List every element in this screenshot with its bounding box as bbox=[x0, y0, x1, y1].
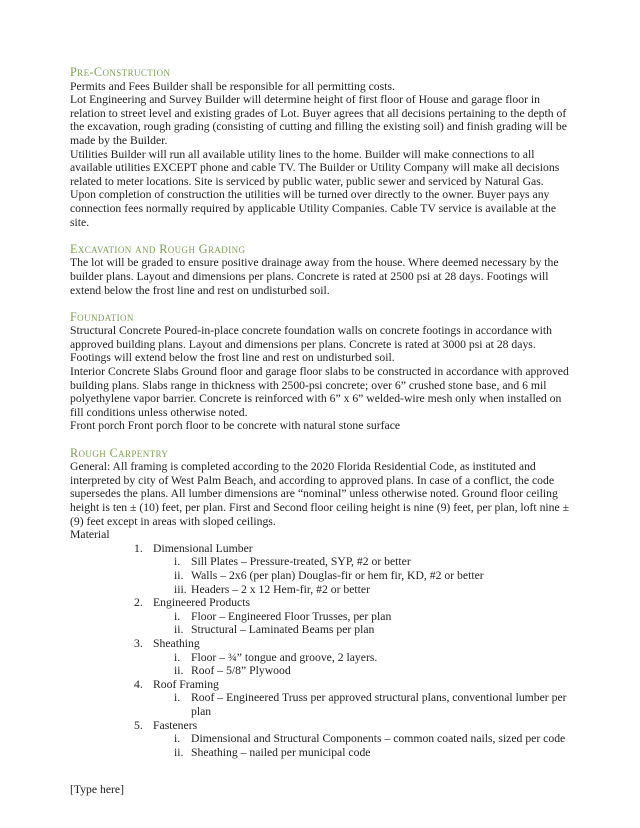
list-subitem bbox=[70, 651, 572, 665]
subitem-text: Headers – 2 x 12 Hem-fir, #2 or better bbox=[191, 582, 371, 596]
section-pre-construction bbox=[70, 66, 572, 229]
subitem-number: ii. bbox=[174, 623, 184, 637]
material-list bbox=[70, 542, 572, 760]
list-item-number: 4. bbox=[134, 677, 143, 691]
list-item-dimensional-lumber bbox=[70, 542, 572, 556]
list-item-label: Engineered Products bbox=[153, 596, 251, 610]
subitem-text: Roof – 5/8” Plywood bbox=[191, 664, 291, 678]
section-heading: Rough Carpentry bbox=[70, 445, 169, 460]
section-excavation-rough-grading bbox=[70, 243, 572, 297]
list-subitem bbox=[70, 732, 572, 746]
paragraph: The lot will be graded to ensure positive drainage away from the house. Where deemed necessary by the builder plans. Layout and dimensions per plans. Concrete is rated at 2500 psi at 28 days. Footings will extend below the frost line and rest on undisturbed soil. bbox=[70, 256, 559, 297]
subitem-number: i. bbox=[174, 555, 181, 569]
material-label: Material bbox=[70, 528, 110, 542]
list-item-roof-framing bbox=[70, 678, 572, 692]
subitem-number: i. bbox=[174, 691, 181, 705]
paragraph: General: All framing is completed according to the 2020 Florida Residential Code, as instituted and interpreted by city of West Palm Beach, and according to approved plans. In case of a conflict, the code supersedes the plans. All lumber dimensions are “nominal” unless otherwise noted. Ground floor ceiling height is ten ± (10) feet, per plan. First and Second floor ceiling height is nine (9) feet, per plan, loft nine ± (9) feet except in areas with sloped ceilings. bbox=[70, 460, 570, 528]
list-item-number: 2. bbox=[134, 596, 143, 610]
subitem-text: Dimensional and Structural Components – common coated nails, sized per code bbox=[191, 732, 566, 746]
subitem-text: Walls – 2x6 (per plan) Douglas-fir or hem fir, KD, #2 or better bbox=[191, 568, 484, 582]
subitem-number: i. bbox=[174, 732, 181, 746]
list-subitem bbox=[70, 746, 572, 760]
list-item-number: 1. bbox=[134, 541, 143, 555]
section-foundation bbox=[70, 311, 572, 433]
list-item-label: Dimensional Lumber bbox=[153, 541, 253, 555]
list-subitem bbox=[70, 555, 572, 569]
subitem-text: Floor – Engineered Floor Trusses, per plan bbox=[191, 609, 392, 623]
list-item-label: Roof Framing bbox=[153, 677, 219, 691]
subitem-number: ii. bbox=[174, 568, 184, 582]
list-subitem bbox=[70, 623, 572, 637]
subitem-text: Structural – Laminated Beams per plan bbox=[191, 623, 375, 637]
paragraph: Front porch Front porch floor to be concrete with natural stone surface bbox=[70, 419, 401, 433]
subitem-text: Floor – ¾” tongue and groove, 2 layers. bbox=[191, 650, 378, 664]
section-heading: Excavation and Rough Grading bbox=[70, 241, 246, 256]
subitem-text: Sheathing – nailed per municipal code bbox=[191, 745, 371, 759]
list-subitem bbox=[70, 664, 572, 678]
section-heading: Foundation bbox=[70, 309, 134, 324]
list-item-engineered-products bbox=[70, 596, 572, 610]
list-item-label: Fasteners bbox=[153, 718, 198, 732]
list-subitem bbox=[70, 691, 572, 718]
list-item-number: 3. bbox=[134, 636, 143, 650]
paragraph: Lot Engineering and Survey Builder will determine height of first floor of House and garage floor in relation to street level and existing grades of Lot. Buyer agrees that all decisions pertaining to the depth of the excavation, rough grading (consisting of cutting and filling the existing soil) and finish grading will be made by the Builder. bbox=[70, 93, 567, 147]
paragraph: Permits and Fees Builder shall be responsible for all permitting costs. bbox=[70, 79, 395, 93]
list-subitem bbox=[70, 610, 572, 624]
paragraph: Interior Concrete Slabs Ground floor and garage floor slabs to be constructed in accordance with approved building plans. Slabs range in thickness with 2500-psi concrete; over 6” crushed stone base, and 6 mil polyethylene vapor barrier. Concrete is reinforced with 6” x 6” welded-wire mesh only when installed on fill conditions unless otherwise noted. bbox=[70, 365, 569, 419]
footer-type-here-placeholder[interactable]: [Type here] bbox=[70, 783, 125, 796]
subitem-text: Sill Plates – Pressure-treated, SYP, #2 or better bbox=[191, 555, 411, 569]
subitem-number: ii. bbox=[174, 745, 184, 759]
section-rough-carpentry bbox=[70, 447, 572, 760]
paragraph: Utilities Builder will run all available utility lines to the home. Builder will make connections to all available utilities EXCEPT phone and cable TV. The Builder or Utility Company will make all decisions related to meter locations. Site is serviced by public water, public sewer and serviced by Natural Gas. Upon completion of construction the utilities will be turned over directly to the owner. Buyer pays any connection fees normally required by applicable Utility Companies. Cable TV service is available at the site. bbox=[70, 147, 560, 229]
list-item-sheathing bbox=[70, 637, 572, 651]
list-item-label: Sheathing bbox=[153, 636, 200, 650]
subitem-number: i. bbox=[174, 609, 181, 623]
section-heading: Pre-Construction bbox=[70, 65, 171, 79]
subitem-number: ii. bbox=[174, 664, 184, 678]
list-item-number: 5. bbox=[134, 718, 143, 732]
list-subitem bbox=[70, 569, 572, 583]
list-subitem bbox=[70, 583, 572, 597]
subitem-number: iii. bbox=[174, 582, 187, 596]
subitem-text: Roof – Engineered Truss per approved structural plans, conventional lumber per plan bbox=[191, 691, 567, 718]
subitem-number: i. bbox=[174, 650, 181, 664]
paragraph: Structural Concrete Poured-in-place concrete foundation walls on concrete footings in accordance with approved building plans. Layout and dimensions per plans. Concrete is rated at 3000 psi at 28 days. Footings will extend below the frost line and rest on undisturbed soil. bbox=[70, 324, 552, 365]
list-item-fasteners bbox=[70, 719, 572, 733]
